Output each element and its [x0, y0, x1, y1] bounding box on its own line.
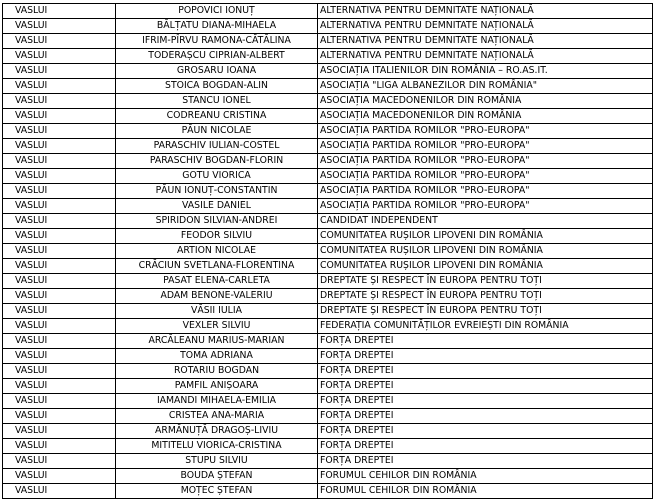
- table-row: [3, 259, 653, 274]
- candidate-name-cell: PARASCHIV BOGDAN-FLORIN: [116, 154, 318, 169]
- county-cell: VASLUI: [3, 259, 116, 274]
- county-cell: VASLUI: [3, 79, 116, 94]
- candidate-name-cell: PASAT ELENA-CARLETA: [116, 274, 318, 289]
- candidate-name-cell: CODREANU CRISTINA: [116, 109, 318, 124]
- county-cell: VASLUI: [3, 454, 116, 469]
- party-cell: ALTERNATIVA PENTRU DEMNITATE NAȚIONALĂ: [318, 19, 653, 34]
- county-cell: VASLUI: [3, 199, 116, 214]
- table-row: [3, 79, 653, 94]
- table-row: [3, 394, 653, 409]
- county-cell: VASLUI: [3, 4, 116, 19]
- table-row: [3, 49, 653, 64]
- candidate-name-cell: GOTU VIORICA: [116, 169, 318, 184]
- county-cell: VASLUI: [3, 214, 116, 229]
- table-row: [3, 409, 653, 424]
- county-cell: VASLUI: [3, 34, 116, 49]
- table-row: [3, 439, 653, 454]
- county-cell: VASLUI: [3, 124, 116, 139]
- party-cell: FORȚA DREPTEI: [318, 379, 653, 394]
- table-row: [3, 484, 653, 499]
- county-cell: VASLUI: [3, 229, 116, 244]
- candidate-name-cell: ADAM BENONE-VALERIU: [116, 289, 318, 304]
- table-row: [3, 169, 653, 184]
- county-cell: VASLUI: [3, 109, 116, 124]
- party-cell: CANDIDAT INDEPENDENT: [318, 214, 653, 229]
- candidate-name-cell: BĂLȚATU DIANA-MIHAELA: [116, 19, 318, 34]
- candidate-name-cell: STOICA BOGDAN-ALIN: [116, 79, 318, 94]
- party-cell: ASOCIAȚIA PARTIDA ROMILOR "PRO-EUROPA": [318, 184, 653, 199]
- party-cell: ALTERNATIVA PENTRU DEMNITATE NAȚIONALĂ: [318, 49, 653, 64]
- party-cell: FORȚA DREPTEI: [318, 349, 653, 364]
- candidates-table: [2, 3, 653, 499]
- table-row: [3, 274, 653, 289]
- table-row: [3, 319, 653, 334]
- table-row: [3, 244, 653, 259]
- party-cell: FORUMUL CEHILOR DIN ROMÂNIA: [318, 484, 653, 499]
- candidate-name-cell: STUPU SILVIU: [116, 454, 318, 469]
- party-cell: ASOCIAȚIA MACEDONENILOR DIN ROMÂNIA: [318, 109, 653, 124]
- candidate-name-cell: MITITELU VIORICA-CRISTINA: [116, 439, 318, 454]
- candidate-name-cell: VĂSII IULIA: [116, 304, 318, 319]
- candidate-name-cell: PĂUN IONUȚ-CONSTANTIN: [116, 184, 318, 199]
- county-cell: VASLUI: [3, 184, 116, 199]
- candidate-name-cell: GROSARU IOANA: [116, 64, 318, 79]
- county-cell: VASLUI: [3, 379, 116, 394]
- county-cell: VASLUI: [3, 49, 116, 64]
- table-row: [3, 379, 653, 394]
- party-cell: FORȚA DREPTEI: [318, 334, 653, 349]
- table-row: [3, 19, 653, 34]
- candidate-name-cell: VEXLER SILVIU: [116, 319, 318, 334]
- candidate-name-cell: ARCĂLEANU MARIUS-MARIAN: [116, 334, 318, 349]
- party-cell: DREPTATE ȘI RESPECT ÎN EUROPA PENTRU TOȚI: [318, 289, 653, 304]
- county-cell: VASLUI: [3, 439, 116, 454]
- candidate-name-cell: PAMFIL ANIȘOARA: [116, 379, 318, 394]
- table-row: [3, 64, 653, 79]
- county-cell: VASLUI: [3, 484, 116, 499]
- party-cell: DREPTATE ȘI RESPECT ÎN EUROPA PENTRU TOȚI: [318, 274, 653, 289]
- party-cell: FORUMUL CEHILOR DIN ROMÂNIA: [318, 469, 653, 484]
- county-cell: VASLUI: [3, 64, 116, 79]
- party-cell: FORȚA DREPTEI: [318, 439, 653, 454]
- candidate-name-cell: ARMĂNUȚĂ DRAGOȘ-LIVIU: [116, 424, 318, 439]
- candidate-name-cell: CRISTEA ANA-MARIA: [116, 409, 318, 424]
- table-row: [3, 199, 653, 214]
- candidate-name-cell: SPIRIDON SILVIAN-ANDREI: [116, 214, 318, 229]
- party-cell: ASOCIAȚIA ITALIENILOR DIN ROMÂNIA – RO.AS.IT.: [318, 64, 653, 79]
- candidate-name-cell: FEODOR SILVIU: [116, 229, 318, 244]
- table-row: [3, 124, 653, 139]
- candidate-name-cell: PĂUN NICOLAE: [116, 124, 318, 139]
- candidates-table-body: [3, 4, 653, 499]
- party-cell: ALTERNATIVA PENTRU DEMNITATE NAȚIONALĂ: [318, 4, 653, 19]
- county-cell: VASLUI: [3, 304, 116, 319]
- party-cell: FORȚA DREPTEI: [318, 364, 653, 379]
- candidate-name-cell: BOUDA ȘTEFAN: [116, 469, 318, 484]
- candidate-name-cell: TODERAȘCU CIPRIAN-ALBERT: [116, 49, 318, 64]
- candidate-name-cell: PARASCHIV IULIAN-COSTEL: [116, 139, 318, 154]
- candidate-name-cell: IAMANDI MIHAELA-EMILIA: [116, 394, 318, 409]
- party-cell: DREPTATE ȘI RESPECT ÎN EUROPA PENTRU TOȚI: [318, 304, 653, 319]
- candidate-name-cell: TOMA ADRIANA: [116, 349, 318, 364]
- table-row: [3, 304, 653, 319]
- candidate-name-cell: MOȚEC ȘTEFAN: [116, 484, 318, 499]
- party-cell: COMUNITATEA RUȘILOR LIPOVENI DIN ROMÂNIA: [318, 229, 653, 244]
- candidate-name-cell: ARTION NICOLAE: [116, 244, 318, 259]
- table-row: [3, 349, 653, 364]
- table-row: [3, 289, 653, 304]
- table-row: [3, 469, 653, 484]
- party-cell: ASOCIAȚIA PARTIDA ROMILOR "PRO-EUROPA": [318, 124, 653, 139]
- candidate-name-cell: CRĂCIUN SVETLANA-FLORENTINA: [116, 259, 318, 274]
- table-row: [3, 334, 653, 349]
- candidate-name-cell: VASILE DANIEL: [116, 199, 318, 214]
- table-row: [3, 109, 653, 124]
- county-cell: VASLUI: [3, 169, 116, 184]
- table-row: [3, 454, 653, 469]
- county-cell: VASLUI: [3, 394, 116, 409]
- party-cell: COMUNITATEA RUȘILOR LIPOVENI DIN ROMÂNIA: [318, 244, 653, 259]
- county-cell: VASLUI: [3, 469, 116, 484]
- county-cell: VASLUI: [3, 94, 116, 109]
- party-cell: ASOCIAȚIA "LIGA ALBANEZILOR DIN ROMÂNIA": [318, 79, 653, 94]
- county-cell: VASLUI: [3, 349, 116, 364]
- table-row: [3, 214, 653, 229]
- table-row: [3, 154, 653, 169]
- party-cell: FORȚA DREPTEI: [318, 454, 653, 469]
- candidate-name-cell: IFRIM-PÎRVU RAMONA-CĂTĂLINA: [116, 34, 318, 49]
- party-cell: ASOCIAȚIA PARTIDA ROMILOR "PRO-EUROPA": [318, 154, 653, 169]
- table-row: [3, 94, 653, 109]
- candidate-name-cell: STANCU IONEL: [116, 94, 318, 109]
- party-cell: ASOCIAȚIA MACEDONENILOR DIN ROMÂNIA: [318, 94, 653, 109]
- party-cell: FORȚA DREPTEI: [318, 409, 653, 424]
- party-cell: ASOCIAȚIA PARTIDA ROMILOR "PRO-EUROPA": [318, 199, 653, 214]
- county-cell: VASLUI: [3, 139, 116, 154]
- party-cell: ASOCIAȚIA PARTIDA ROMILOR "PRO-EUROPA": [318, 169, 653, 184]
- table-row: [3, 364, 653, 379]
- county-cell: VASLUI: [3, 274, 116, 289]
- county-cell: VASLUI: [3, 364, 116, 379]
- county-cell: VASLUI: [3, 334, 116, 349]
- county-cell: VASLUI: [3, 409, 116, 424]
- table-row: [3, 424, 653, 439]
- party-cell: ASOCIAȚIA PARTIDA ROMILOR "PRO-EUROPA": [318, 139, 653, 154]
- party-cell: ALTERNATIVA PENTRU DEMNITATE NAȚIONALĂ: [318, 34, 653, 49]
- county-cell: VASLUI: [3, 319, 116, 334]
- party-cell: COMUNITATEA RUȘILOR LIPOVENI DIN ROMÂNIA: [318, 259, 653, 274]
- county-cell: VASLUI: [3, 154, 116, 169]
- table-row: [3, 34, 653, 49]
- table-row: [3, 184, 653, 199]
- county-cell: VASLUI: [3, 244, 116, 259]
- county-cell: VASLUI: [3, 289, 116, 304]
- table-row: [3, 229, 653, 244]
- table-row: [3, 4, 653, 19]
- party-cell: FORȚA DREPTEI: [318, 394, 653, 409]
- county-cell: VASLUI: [3, 424, 116, 439]
- table-row: [3, 139, 653, 154]
- party-cell: FEDERAȚIA COMUNITĂȚILOR EVREIEȘTI DIN ROMÂNIA: [318, 319, 653, 334]
- party-cell: FORȚA DREPTEI: [318, 424, 653, 439]
- county-cell: VASLUI: [3, 19, 116, 34]
- candidate-name-cell: ROTARIU BOGDAN: [116, 364, 318, 379]
- candidate-name-cell: POPOVICI IONUȚ: [116, 4, 318, 19]
